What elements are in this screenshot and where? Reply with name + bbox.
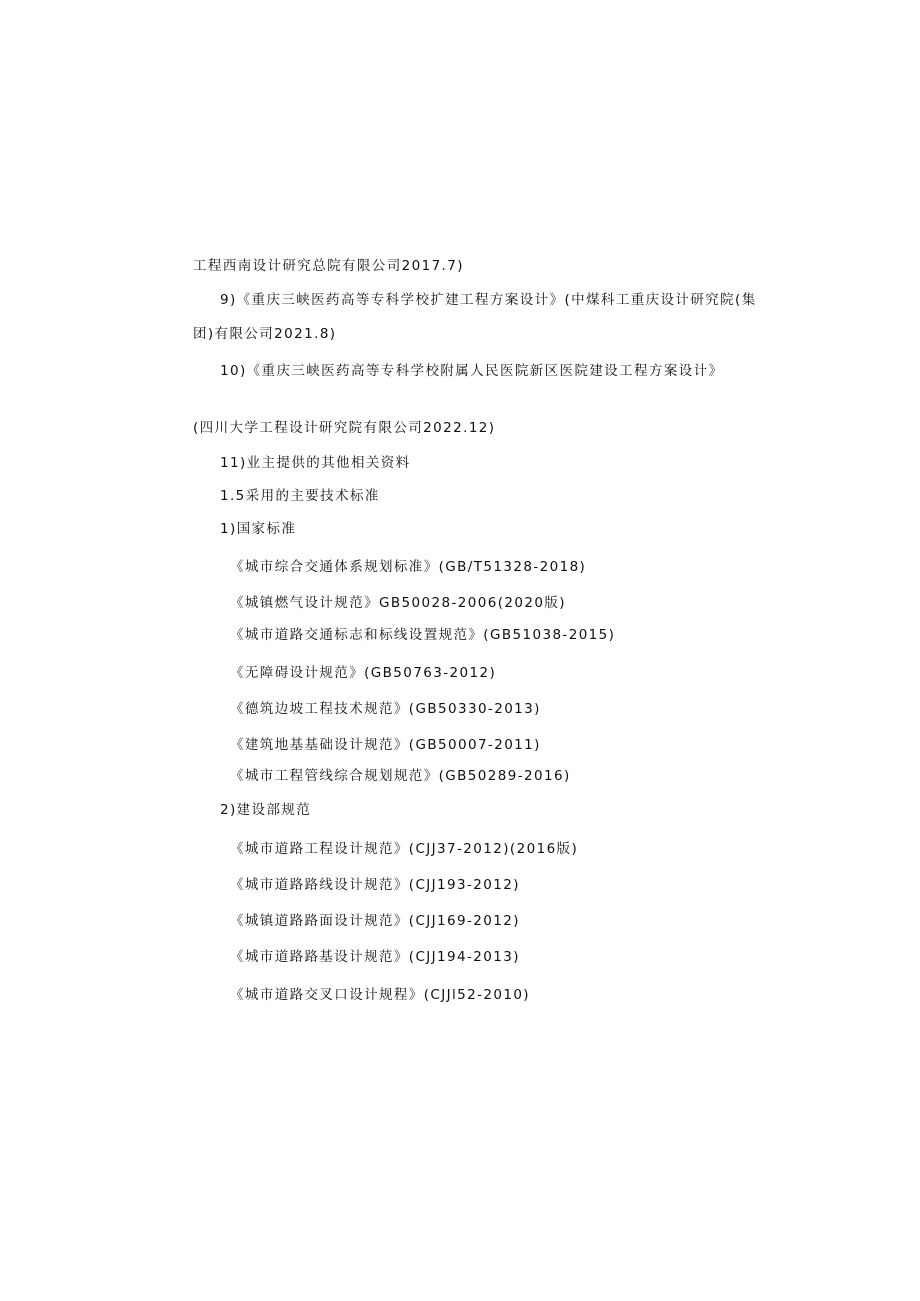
subheading-national-standards: 1)国家标准 bbox=[220, 521, 297, 537]
standard-item: 《城市道路路基设计规范》(CJJ194-2013) bbox=[230, 949, 520, 965]
standard-item: 《城市道路交叉口设计规程》(CJJl52-2010) bbox=[230, 987, 530, 1003]
standard-item: 《城市道路交通标志和标线设置规范》(GB51038-2015) bbox=[230, 627, 616, 643]
standard-item: 《建筑地基基础设计规范》(GB50007-2011) bbox=[230, 737, 541, 753]
section-heading-standards: 1.5采用的主要技术标准 bbox=[220, 488, 380, 504]
standard-item: 《德筑边坡工程技术规范》(GB50330-2013) bbox=[230, 701, 541, 717]
reference-item-10-continuation: (四川大学工程设计研究院有限公司2022.12) bbox=[193, 420, 496, 436]
standard-item: 《城镇燃气设计规范》GB50028-2006(2020版) bbox=[230, 595, 566, 611]
reference-item-11: 11)业主提供的其他相关资料 bbox=[220, 455, 411, 471]
reference-item-10: 10)《重庆三峡医药高等专科学校附属人民医院新区医院建设工程方案设计》 bbox=[220, 363, 724, 379]
reference-line-continuation: 工程西南设计研究总院有限公司2017.7) bbox=[193, 258, 464, 274]
reference-item-9: 9)《重庆三峡医药高等专科学校扩建工程方案设计》(中煤科工重庆设计研究院(集 bbox=[220, 292, 757, 308]
standard-item: 《城市工程管线综合规划规范》(GB50289-2016) bbox=[230, 768, 571, 784]
standard-item: 《无障碍设计规范》(GB50763-2012) bbox=[230, 665, 497, 681]
standard-item: 《城镇道路路面设计规范》(CJJ169-2012) bbox=[230, 913, 520, 929]
subheading-ministry-standards: 2)建设部规范 bbox=[220, 802, 312, 818]
standard-item: 《城市综合交通体系规划标准》(GB/T51328-2018) bbox=[230, 559, 587, 575]
standard-item: 《城市道路工程设计规范》(CJJ37-2012)(2016版) bbox=[230, 841, 579, 857]
reference-item-9-continuation: 团)有限公司2021.8) bbox=[193, 326, 337, 342]
standard-item: 《城市道路路线设计规范》(CJJ193-2012) bbox=[230, 877, 520, 893]
